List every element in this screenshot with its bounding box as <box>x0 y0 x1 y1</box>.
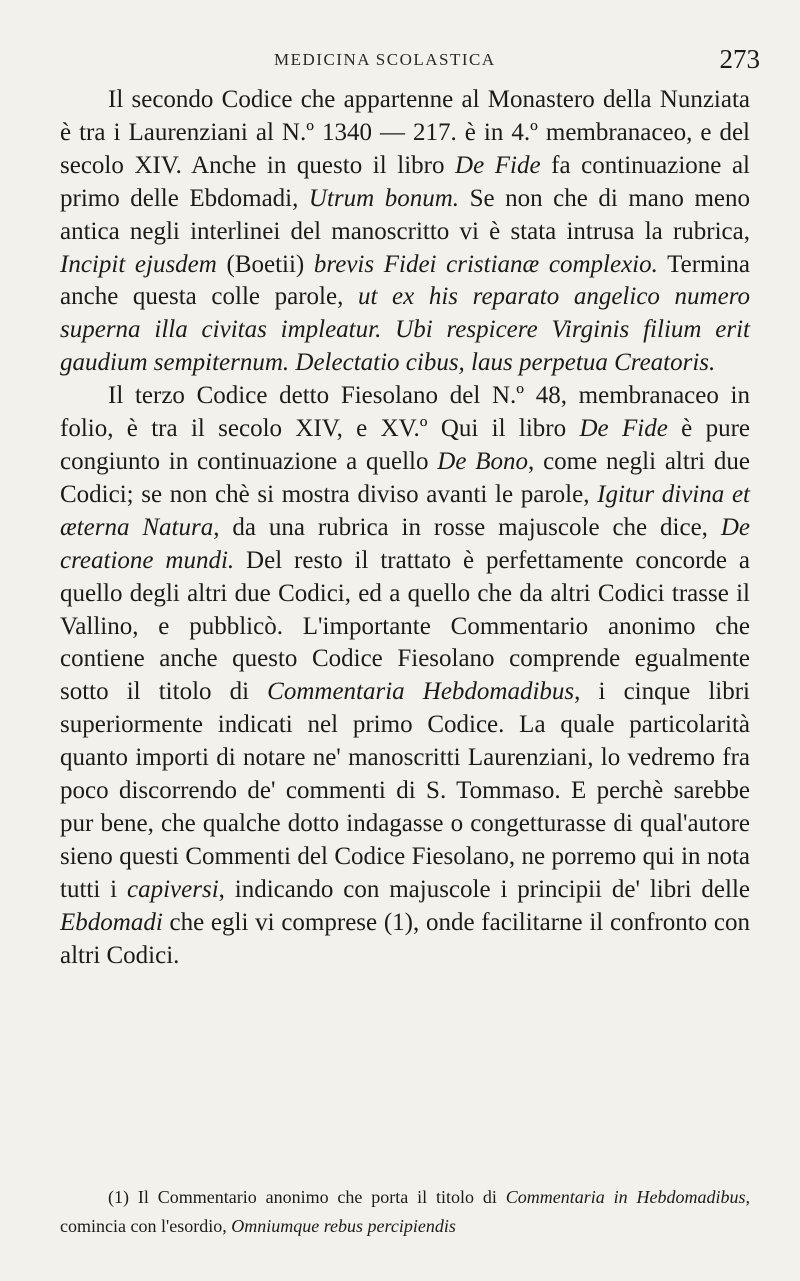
text-run: , i cinque libri superiormente indicati nel primo Codice. La quale particolarità quanto importi di notare ne' manoscritti Laurenziani, lo vedremo fra poco discorrendo de' commenti di S. Tommaso. E perchè sarebbe pur bene, che qualche dotto indagasse o congetturasse di qual'autore sieno questi Commenti del Codice Fiesolano, ne porremo qui in nota tutti i <box>60 678 750 903</box>
italic-text-run: Omniumque rebus percipiendis <box>231 1216 456 1236</box>
text-run: , come negli altri due Codici; se non chè si mostra diviso avanti le parole, <box>60 447 750 508</box>
text-run: Il secondo Codice che appartenne al Monastero della Nunziata è tra i Laurenziani al N.º 1340 — 217. è in 4.º membranaceo, e del secolo XIV. Anche in questo il libro <box>60 86 750 179</box>
italic-text-run: De Bono <box>437 447 529 475</box>
italic-text-run: capiversi <box>127 875 219 903</box>
italic-text-run: Commentaria in Hebdomadibus <box>505 1187 746 1207</box>
running-head: MEDICINA SCOLASTICA <box>274 50 496 69</box>
paragraph-2 <box>60 380 750 972</box>
footnote-text <box>60 1183 750 1241</box>
text-run: Termina anche questa colle parole, <box>60 250 751 311</box>
italic-text-run: De Fide <box>579 415 668 443</box>
italic-text-run: ut ex his reparato angelico numero superna illa civitas impleatur. Ubi respicere Virginis filium erit gaudium sempiternum. Delectatio cibus, laus perpetua Creatoris. <box>60 283 750 377</box>
italic-text-run: Incipit ejusdem <box>60 250 217 278</box>
text-run: , comincia con l'esordio, <box>60 1187 750 1236</box>
text-run: è pure congiunto in continuazione a quello <box>60 415 750 475</box>
page-header <box>0 44 800 80</box>
italic-text-run: De Fide <box>455 151 541 179</box>
italic-text-run: De creatione mundi. <box>60 513 750 574</box>
text-run: Il terzo Codice detto Fiesolano del N.º 48, membranaceo in folio, è tra il secolo XIV, e XV.º Qui il libro <box>60 382 750 443</box>
text-run: (1) Il Commentario anonimo che porta il titolo di <box>108 1187 506 1207</box>
italic-text-run: brevis Fidei cristianæ complexio. <box>313 250 658 278</box>
page-number: 273 <box>719 44 760 74</box>
text-run: Se non che di mano meno antica negli interlinei del manoscritto vi è stata intrusa la rubrica, <box>60 184 750 245</box>
text-run: , da una rubrica in rosse majuscole che dice, <box>213 513 721 541</box>
text-run: che egli vi comprese (1), onde facilitarne il confronto con altri Codici. <box>60 908 750 969</box>
text-run: Del resto il trattato è perfettamente concorde a quello degli altri due Codici, ed a quello che da altri Codici trasse il Vallino, e pubblicò. L'importante Commentario anonimo che contiene anche questo Codice Fiesolano comprende egualmente sotto il titolo di <box>60 546 750 706</box>
text-run: , indicando con majuscole i principii de' libri delle <box>218 875 750 903</box>
footnote <box>60 1183 750 1241</box>
paragraph-1 <box>60 84 750 380</box>
italic-text-run: Igitur divina et æterna Natura <box>60 480 750 541</box>
italic-text-run: Ebdomadi <box>60 908 163 936</box>
text-run: fa continuazione al primo delle Ebdomadi, <box>60 151 751 212</box>
italic-text-run: Utrum bonum. <box>308 184 460 212</box>
italic-text-run: Commentaria Hebdomadibus <box>267 678 575 706</box>
text-run: (Boetii) <box>216 250 314 278</box>
body-text <box>60 84 750 972</box>
